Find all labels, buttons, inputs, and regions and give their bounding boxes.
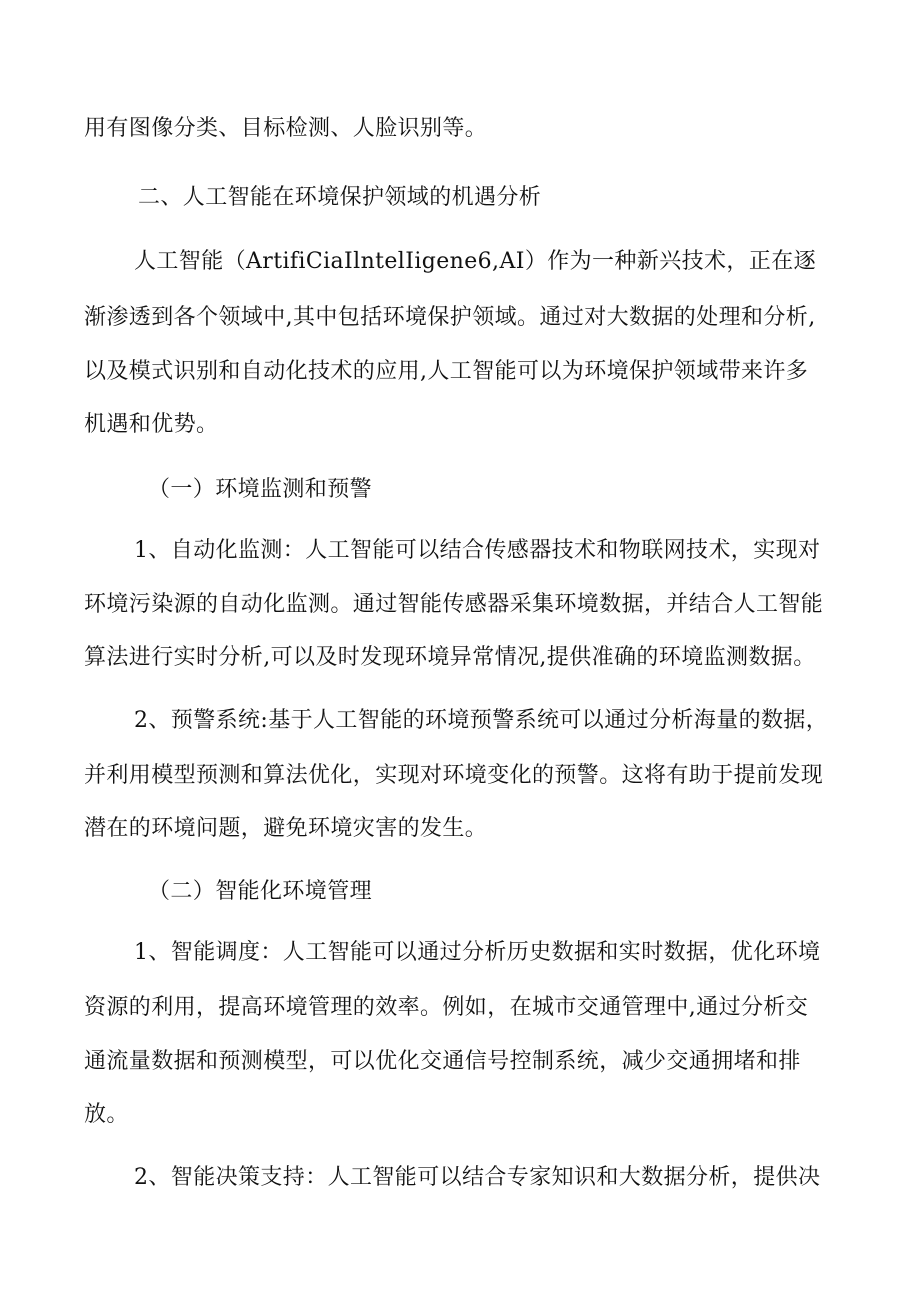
paragraph-line: 渐渗透到各个领域中,其中包括环境保护领域。通过对大数据的处理和分析, xyxy=(84,305,816,330)
paragraph-line: 算法进行实时分析,可以及时发现环境异常情况,提供准确的环境监测数据。 xyxy=(84,645,816,670)
paragraph-line: 2、预警系统:基于人工智能的环境预警系统可以通过分析海量的数据， xyxy=(134,708,829,733)
paragraph-line: 机遇和优势。 xyxy=(84,412,219,437)
paragraph-line: 人工智能（ArtifiCiaIlntelIigene6,AI）作为一种新兴技术，正在逐 xyxy=(134,249,817,274)
paragraph-line: 1、智能调度：人工智能可以通过分析历史数据和实时数据，优化环境 xyxy=(134,940,821,965)
paragraph-line: 1、自动化监测：人工智能可以结合传感器技术和物联网技术，实现对 xyxy=(134,538,821,563)
section-heading: 二、人工智能在环境保护领域的机遇分析 xyxy=(138,185,542,210)
paragraph-line: 通流量数据和预测模型，可以优化交通信号控制系统，减少交通拥堵和排 xyxy=(84,1049,801,1074)
paragraph-line: 用有图像分类、目标检测、人脸识别等。 xyxy=(84,116,488,141)
paragraph-line: 潜在的环境问题，避免环境灾害的发生。 xyxy=(84,816,488,841)
paragraph-line: 并利用模型预测和算法优化，实现对环境变化的预警。这将有助于提前发现 xyxy=(84,763,824,788)
paragraph-line: 2、智能决策支持：人工智能可以结合专家知识和大数据分析，提供决 xyxy=(134,1165,821,1190)
paragraph-line: 资源的利用，提高环境管理的效率。例如，在城市交通管理中,通过分析交 xyxy=(84,995,809,1020)
paragraph-line: 以及模式识别和自动化技术的应用,人工智能可以为环境保护领域带来许多 xyxy=(84,359,809,384)
subsection-heading: （二）智能化环境管理 xyxy=(148,879,373,904)
paragraph-line: 环境污染源的自动化监测。通过智能传感器采集环境数据，并结合人工智能 xyxy=(84,592,824,617)
subsection-heading: （一）环境监测和预警 xyxy=(148,477,373,502)
paragraph-line: 放。 xyxy=(84,1102,129,1127)
